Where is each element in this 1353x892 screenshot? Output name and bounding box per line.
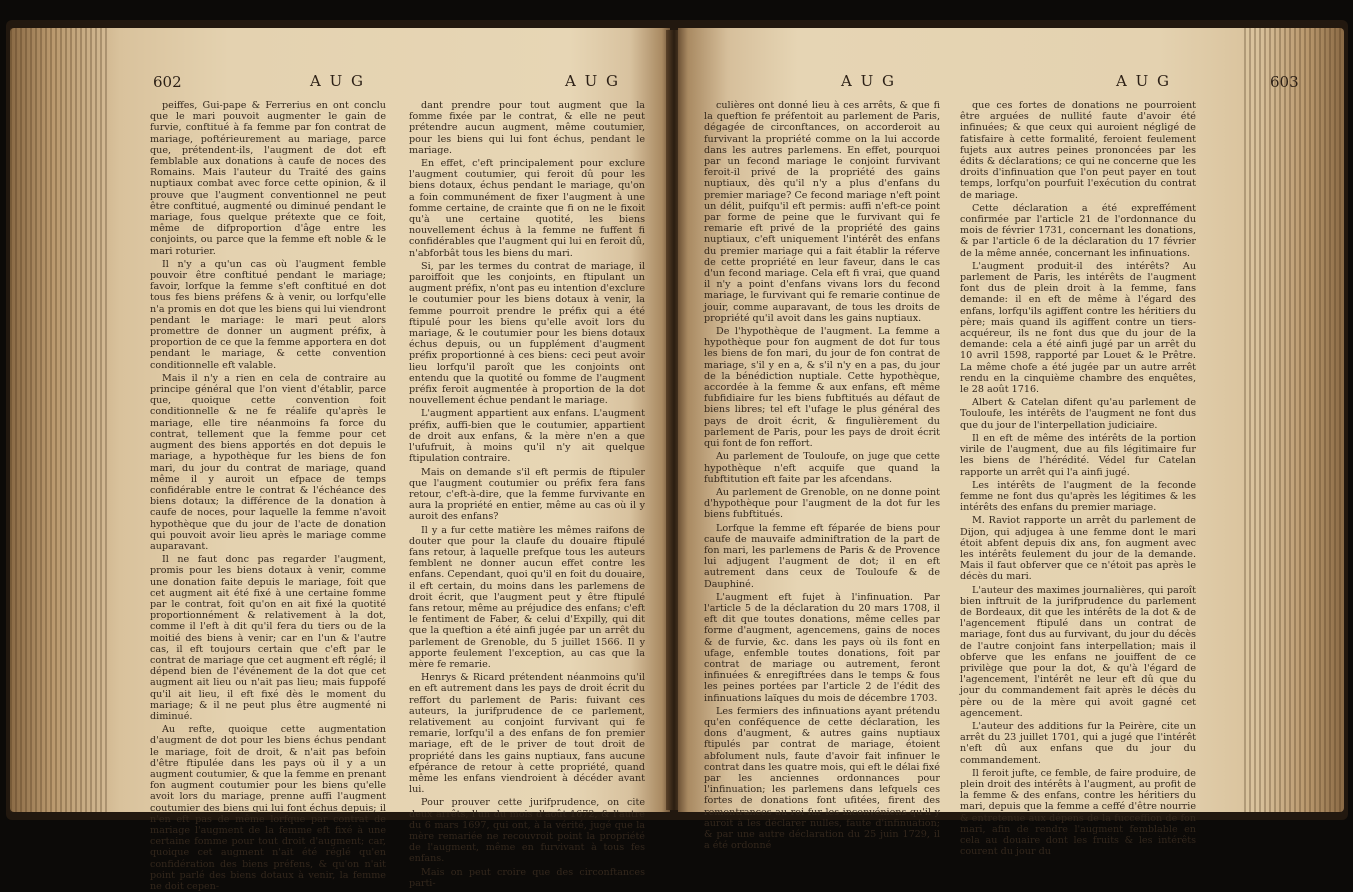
paragraph: Il n'y a qu'un cas où l'augment femble pouvoir être conftitué pendant le mariage; favoir, lorfque la femme s'eft conftitué en dot tous fes biens préfens & à venir, ou lorfqu'elle n'a promis en dot que les biens qui lui viendront pendant le mariage: le mari peut alors promettre de donner un augment préfix, à proportion de ce que la femme apportera en dot pendant le mariage, & cette convention conditionnelle eft valable. — [150, 258, 386, 371]
paragraph: Cette déclaration a été expreffément confirmée par l'article 21 de l'ordonnance du mois de février 1731, concernant les donations, & par l'article 6 de la déclaration du 17 février de la même année, concernant les infinuations. — [960, 202, 1196, 259]
book — [6, 20, 1348, 892]
right-page-header-left: A U G — [841, 72, 896, 90]
paragraph: L'augment appartient aux enfans. L'augment préfix, auffi-bien que le coutumier, appartient de droit aux enfans, & la mère n'en a que l'ufufruit, à moins qu'il n'y ait quelque ftipulation contraire. — [409, 408, 645, 465]
right-page — [678, 28, 1344, 858]
left-page — [10, 28, 670, 892]
paragraph: Au parlement de Touloufe, on juge que cette hypothèque n'eft acquife que quand la fubftitution eft faite par les afcendans. — [704, 451, 940, 485]
paragraph: Mais il n'y a rien en cela de contraire au principe général que l'on vient d'établir, parce que, quoique cette convention foit conditionnelle & ne fe réalife qu'après le mariage, elle tire néanmoins fa force du contrat, tellement que la femme pour cet augment des biens apportés en dot depuis le mariage, a hypothèque fur les biens de fon mari, du jour du contrat de mariage, quand même il y auroit un efpace de temps confidérable entre le contrat & l'échéance des biens dotaux; la différence de la donation à caufe de noces, pour laquelle la femme n'avoit hypothèque que du jour de l'acte de donation qui pouvoit avoir lieu après le mariage comme auparavant. — [150, 372, 386, 552]
left-page-header-right: A U G — [565, 72, 620, 90]
paragraph: Si, par les termes du contrat de mariage, il paroiffoit que les conjoints, en ftipulant un augment préfix, n'ont pas eu intention d'exclure le coutumier pour les biens dotaux à venir, la femme pourroit prendre le préfix qui a été ftipulé pour les biens qu'elle avoit lors du mariage, & le coutumier pour les biens dotaux échus depuis, ou un fupplément d'augment préfix proportionné à ces biens: ceci peut avoir lieu lorfqu'il paroît que les conjoints ont entendu que la quotité ou fomme de l'augment préfix feroit augmentée à proportion de la dot nouvellement échue pendant le mariage. — [409, 260, 645, 407]
paragraph: Au refte, quoique cette augmentation d'augment de dot pour les biens échus pendant le mariage, foit de droit, & n'ait pas befoin d'être ftipulée dans les pays où il y a un augment coutumier, & que la femme en prenant fon augment coutumier pour les biens qu'elle avoit lors du mariage, prenne auffi l'augment coutumier des biens qui lui font échus depuis; il n'en eft pas de même lorfque par contrat de mariage l'augment de la femme eft fixé à une certaine fomme pour tout droit d'augment; car, quoique cet augment n'ait été réglé qu'en confidération des biens préfens, & qu'on n'ait point parlé des biens dotaux à venir, la femme ne doit cepen- — [150, 724, 386, 892]
right-column-2 — [960, 100, 1196, 858]
left-page-number: 602 — [153, 73, 182, 91]
paragraph: L'augment eft fujet à l'infinuation. Par l'article 5 de la déclaration du 20 mars 1708, il eft dit que toutes donations, même celles par forme d'augment, agencemens, gains de noces & de furvie, &c. dans les pays où ils font en ufage, enfemble toutes donations, foit par contrat de mariage ou autrement, feront infinuées & enregiftrées dans le temps & fous les peines portées par l'article 2 de l'édit des infinuations laïques du mois de décembre 1703. — [704, 591, 940, 704]
left-column-2 — [409, 100, 645, 889]
paragraph: Henrys & Ricard prétendent néanmoins qu'il en eft autrement dans les pays de droit écrit du reffort du parlement de Paris: fuivant ces auteurs, la jurifprudence de ce parlement, relativement au conjoint furvivant qui fe remarie, lorfqu'il a des enfans de fon premier mariage, eft de le priver de tout droit de propriété dans les gains nuptiaux, fans aucune efpérance de retour à cette propriété, quand même les enfans viendroient à décéder avant lui. — [409, 672, 645, 796]
paragraph: En effet, c'eft principalement pour exclure l'augment coutumier, qui feroit dû pour les biens dotaux, échus pendant le mariage, qu'on a foin communément de fixer l'augment à une fomme certaine, de crainte que fi on ne le fixoit qu'à une certaine quotité, les biens nouvellement échus à la femme ne fuffent fi confidérables que l'augment qui lui en feroit dû, n'abforbât tous les biens du mari. — [409, 158, 645, 259]
paragraph: peiffes, Gui-pape & Ferrerius en ont conclu que le mari pouvoit augmenter le gain de furvie, conftitué à fa femme par fon contrat de mariage, poftérieurement au mariage, parce que, prétendent-ils, l'augment de dot eft femblable aux donations à caufe de noces des Romains. Mais l'auteur du Traité des gains nuptiaux combat avec force cette opinion, & il prouve que l'augment conventionnel ne peut être conftitué, augmenté ou diminué pendant le mariage, fous quelque prétexte que ce foit, même de difproportion d'âge entre les conjoints, ou parce que la femme eft noble & le mari roturier. — [150, 100, 386, 257]
paragraph: Pour prouver cette jurifprudence, on cite deux arrêts, l'un du mois d'août 1672, & l'autre du 6 mars 1697, qui ont, à la vérité, jugé que la mère remariée ne recouvroit point la propriété de l'augment, même en furvivant à tous fes enfans. — [409, 797, 645, 865]
paragraph: culières ont donné lieu à ces arrêts, & que fi la queftion fe préfentoit au parlement de Paris, dégagée de circonftances, on accorderoit au furvivant la propriété comme on la lui accorde dans les autres parlemens. En effet, pourquoi par un fecond mariage le conjoint furvivant feroit-il privé de la propriété des gains nuptiaux, dès qu'il n'y a plus d'enfans du premier mariage? Ce fecond mariage n'eft point un délit, puifqu'il eft permis: auffi n'eft-ce point par forme de peine que le furvivant qui fe remarie eft privé de la propriété des gains nuptiaux, c'eft uniquement l'intérêt des enfans du premier mariage qui a fait établir la réferve de cette propriété en leur faveur, dans le cas d'un fecond mariage. Cela eft fi vrai, que quand il n'y a point d'enfans vivans lors du fecond mariage, le furvivant qui fe remarie continue de jouir, comme auparavant, de tous les droits de propriété qu'il avoit dans les gains nuptiaux. — [704, 100, 940, 324]
paragraph: L'augment produit-il des intérêts? Au parlement de Paris, les intérêts de l'augment font dus de plein droit à la femme, fans demande: il en eft de même à l'égard des enfans, lorfqu'ils agiffent contre les héritiers du père; mais quand ils agiffent contre un tiers-acquéreur, ils ne font dus que du jour de la demande: cela a été ainfi jugé par un arrêt du 10 avril 1598, rapporté par Louet & le Prêtre. La même chofe a été jugée par un autre arrêt rendu en la cinquième chambre des enquêtes, le 28 août 1716. — [960, 260, 1196, 396]
paragraph: Les intérêts de l'augment de la feconde femme ne font dus qu'après les légitimes & les intérêts des enfans du premier mariage. — [960, 479, 1196, 514]
left-column-1 — [150, 100, 386, 892]
right-page-header-right: A U G — [1116, 72, 1171, 90]
page-edge-left — [10, 28, 110, 812]
right-page-number: 603 — [1270, 73, 1299, 91]
paragraph: Mais on peut croire que des circonftances parti- — [409, 866, 645, 889]
paragraph: Lorfque la femme eft féparée de biens pour caufe de mauvaife adminiftration de la part de fon mari, les parlemens de Paris & de Provence lui adjugent l'augment de dot; il en eft autrement dans ceux de Touloufe & de Dauphiné. — [704, 522, 940, 590]
paragraph: Il ne faut donc pas regarder l'augment, promis pour les biens dotaux à venir, comme une donation faite depuis le mariage, foit que cet augment ait été fixé à une certaine fomme par le contrat, foit qu'on en ait fixé la quotité proportionnément & relativement à la dot, comme il l'eft à dit qu'il fera du tiers ou de la moitié des biens à venir; car en l'un & l'autre cas, il eft toujours certain que c'eft par le contrat de mariage que cet augment eft réglé; il dépend bien de l'événement de la dot que cet augment ait lieu ou n'ait pas lieu; mais fuppofé qu'il ait lieu, il eft fixé dès le moment du mariage; & il ne peut plus être augmenté ni diminué. — [150, 554, 386, 722]
left-page-header-left: A U G — [310, 72, 365, 90]
paragraph: M. Raviot rapporte un arrêt du parlement de Dijon, qui adjugea à une femme dont le mari étoit abfent depuis dix ans, fon augment avec les intérêts feulement du jour de la demande. Mais il faut obferver que ce n'étoit pas après le décès du mari. — [960, 515, 1196, 583]
right-column-1 — [704, 100, 940, 852]
page-edge-right — [1244, 28, 1344, 812]
paragraph: dant prendre pour tout augment que la fomme fixée par le contrat, & elle ne peut prétendre aucun augment, même coutumier, pour les biens qui lui font échus, pendant le mariage. — [409, 100, 645, 156]
paragraph: Il feroit jufte, ce femble, de faire produire, de plein droit des intérêts à l'augment, au profit de la femme & des enfans, contre les héritiers du mari, depuis que la femme a ceffé d'être nourrie & entretenue aux dépens de la fucceffion de fon mari, afin de rendre l'augment femblable en cela au douaire dont les fruits & les intérêts courent du jour du — [960, 767, 1196, 858]
paragraph: Au parlement de Grenoble, on ne donne point d'hypothèque pour l'augment de la dot fur les biens fubftitués. — [704, 486, 940, 521]
paragraph: De l'hypothèque de l'augment. La femme a hypothèque pour fon augment de dot fur tous les biens de fon mari, du jour de fon contrat de mariage, s'il y en a, & s'il n'y en a pas, du jour de la bénédiction nuptiale. Cette hypothèque, accordée à la femme & aux enfans, eft même fubfidiaire fur les biens fubftitués au défaut de biens libres; tel eft l'ufage le plus général des pays de droit écrit, & fingulièrement du parlement de Paris, pour les pays de droit écrit qui font de fon reffort. — [704, 326, 940, 450]
paragraph: que ces fortes de donations ne pourroient être arguées de nullité faute d'avoir été infinuées; & que ceux qui auroient négligé de fatisfaire à cette formalité, feroient feulement fujets aux autres peines prononcées par les édits & déclarations; ce qui ne concerne que les droits d'infinuation que l'on peut payer en tout temps, lorfqu'on pourfuit l'exécution du contrat de mariage. — [960, 100, 1196, 201]
paragraph: Il y a fur cette matière les mêmes raifons de douter que pour la claufe du douaire ftipulé fans retour, à laquelle prefque tous les auteurs femblent ne donner aucun effet contre les enfans. Cependant, quoi qu'il en foit du douaire, il eft certain, du moins dans les parlemens de droit écrit, que l'augment peut y être ftipulé fans retour, même au préjudice des enfans; c'eft le fentiment de Faber, & celui d'Expilly, qui dit que la queftion a été ainfi jugée par un arrêt du parlement de Grenoble, du 5 juillet 1566. Il y apporte feulement l'exception, au cas que la mère fe remarie. — [409, 524, 645, 670]
paragraph: Il en eft de même des intérêts de la portion virile de l'augment, due au fils légitimaire fur les biens de l'hérédité. Védel fur Catelan rapporte un arrêt qui l'a ainfi jugé. — [960, 432, 1196, 478]
paragraph: L'auteur des additions fur la Peirère, cite un arrêt du 23 juillet 1701, qui a jugé que l'intérêt n'eft dû aux enfans que du jour du commandement. — [960, 720, 1196, 766]
paragraph: Les fermiers des infinuations ayant prétendu qu'en conféquence de cette déclaration, les dons d'augment, & autres gains nuptiaux ftipulés par contrat de mariage, étoient abfolument nuls, faute d'avoir fait infinuer le contrat dans les quatre mois, qui eft le délai fixé par les anciennes ordonnances pour l'infinuation; les parlemens dans lefquels ces fortes de donations font ufitées, firent des remontrances au roi fur les inconvéniens qu'il y auroit à les déclarer nulles, faute d'infinuation; & par une autre déclaration du 25 juin 1729, il a été ordonné — [704, 705, 940, 852]
paragraph: Albert & Catelan difent qu'au parlement de Touloufe, les intérêts de l'augment ne font dus que du jour de l'interpellation judiciaire. — [960, 397, 1196, 431]
paragraph: Mais on demande s'il eft permis de ftipuler que l'augment coutumier ou préfix fera fans retour, c'eft-à-dire, que la femme furvivante en aura la propriété en entier, même au cas où il y auroit des enfans? — [409, 466, 645, 523]
paragraph: L'auteur des maximes journalières, qui paroît bien inftruit de la jurifprudence du parlement de Bordeaux, dit que les intérêts de la dot & de l'agencement ftipulé dans un contrat de mariage, font dus au furvivant, du jour du décès de l'autre conjoint fans interpellation; mais il obferve que les enfans ne jouiffent de ce privilège que pour la dot, & qu'à l'égard de l'agencement, l'intérêt ne leur eft dû que du jour du commandement fait après le décès du père ou de la mère qui avoit gagné cet agencement. — [960, 584, 1196, 719]
